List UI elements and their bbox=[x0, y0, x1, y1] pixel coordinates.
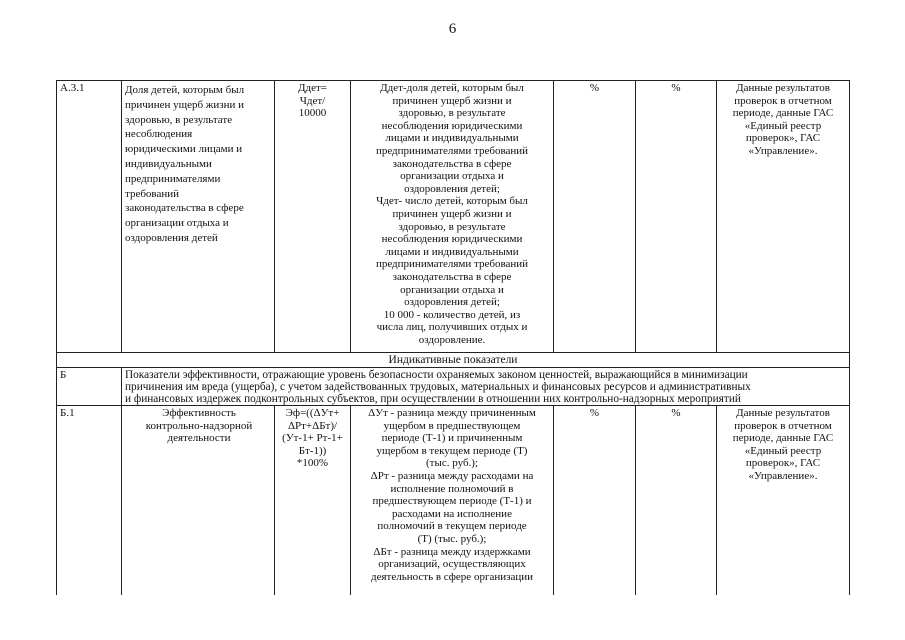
unit-value: % bbox=[589, 407, 600, 419]
indicator-name: Эффективность контрольно-надзорной деятельности bbox=[145, 407, 253, 445]
row-code: Б.1 bbox=[60, 407, 75, 419]
row-code: А.3.1 bbox=[60, 82, 85, 94]
table-rule bbox=[350, 80, 351, 352]
row-code: Б bbox=[60, 369, 67, 381]
indicator-description: Ддет-доля детей, которым был причинен ущерб жизни и здоровью, в результате несоблюдения юридическими лицами и индивидуальными предпринимателями требований законодательства в сфере организации отдыха и оздоровления детей; Чдет- число детей, которым был причинен ущерб жизни и здоровью, в результате несоблюдения юридическими лицами и индивидуальными предпринимателями требований законодательства в сфере организации отдыха и оздоровления детей; 10 000 - количество детей, из числа лиц, получивших отдых и оздоровление. bbox=[375, 82, 529, 346]
table-rule bbox=[635, 405, 636, 595]
unit-value: % bbox=[589, 82, 600, 94]
unit-value: % bbox=[671, 407, 681, 419]
indicator-formula: Ддет= Чдет/ 10000 bbox=[298, 82, 327, 120]
section-description: Показатели эффективности, отражающие уровень безопасности охраняемых законом ценностей, выражающийся в минимизации причинения им вреда (ущерба), с учетом задействованных трудовых, материальных и финансовых ресурсов и административных и финансовых издержек подконтрольных субъектов, при осуществлении в отношении них контрольно-надзорных мероприятий bbox=[125, 369, 751, 406]
table-rule bbox=[553, 80, 554, 352]
table-rule bbox=[121, 80, 122, 352]
unit-value: % bbox=[671, 82, 681, 94]
table-rule bbox=[56, 367, 850, 368]
data-source: Данные результатов проверок в отчетном периоде, данные ГАС «Единый реестр проверок», ГАС «Управление». bbox=[732, 407, 834, 482]
indicator-formula: Эф=((ΔУт+ ΔРт+ΔБт)/ (Ут-1+ Рт-1+ Бт-1)) *100% bbox=[282, 407, 343, 470]
table-border-top bbox=[56, 80, 850, 81]
section-header: Индикативные показатели bbox=[388, 354, 518, 366]
table-rule bbox=[635, 80, 636, 352]
table-rule bbox=[274, 405, 275, 595]
table-rule bbox=[553, 405, 554, 595]
data-source: Данные результатов проверок в отчетном периоде, данные ГАС «Единый реестр проверок», ГАС «Управление». bbox=[732, 82, 834, 157]
page-number: 6 bbox=[448, 21, 457, 37]
table-rule bbox=[716, 80, 717, 352]
indicator-name: Доля детей, которым был причинен ущерб жизни и здоровью, в результате несоблюдения юридическими лицами и индивидуальными предпринимателями требований законодательства в сфере организации отдыха и оздоровления детей bbox=[125, 84, 245, 244]
table-border-right bbox=[849, 80, 850, 595]
table-rule bbox=[716, 405, 717, 595]
table-rule bbox=[350, 405, 351, 595]
table-border-left bbox=[56, 80, 57, 595]
indicator-description: ΔУт - разница между причиненным ущербом в предшествующем периоде (Т-1) и причиненным ущербом в текущем периоде (Т) (тыс. руб.); ΔРт - разница между расходами на исполнение полномочий в предшествующем периоде (Т-1) и расходами на исполнение полномочий в текущем периоде (Т) (тыс. руб.); ΔБт - разница между издержками организаций, осуществляющих деятельность в сфере организации bbox=[368, 407, 536, 583]
table-rule bbox=[121, 367, 122, 595]
table-rule bbox=[274, 80, 275, 352]
